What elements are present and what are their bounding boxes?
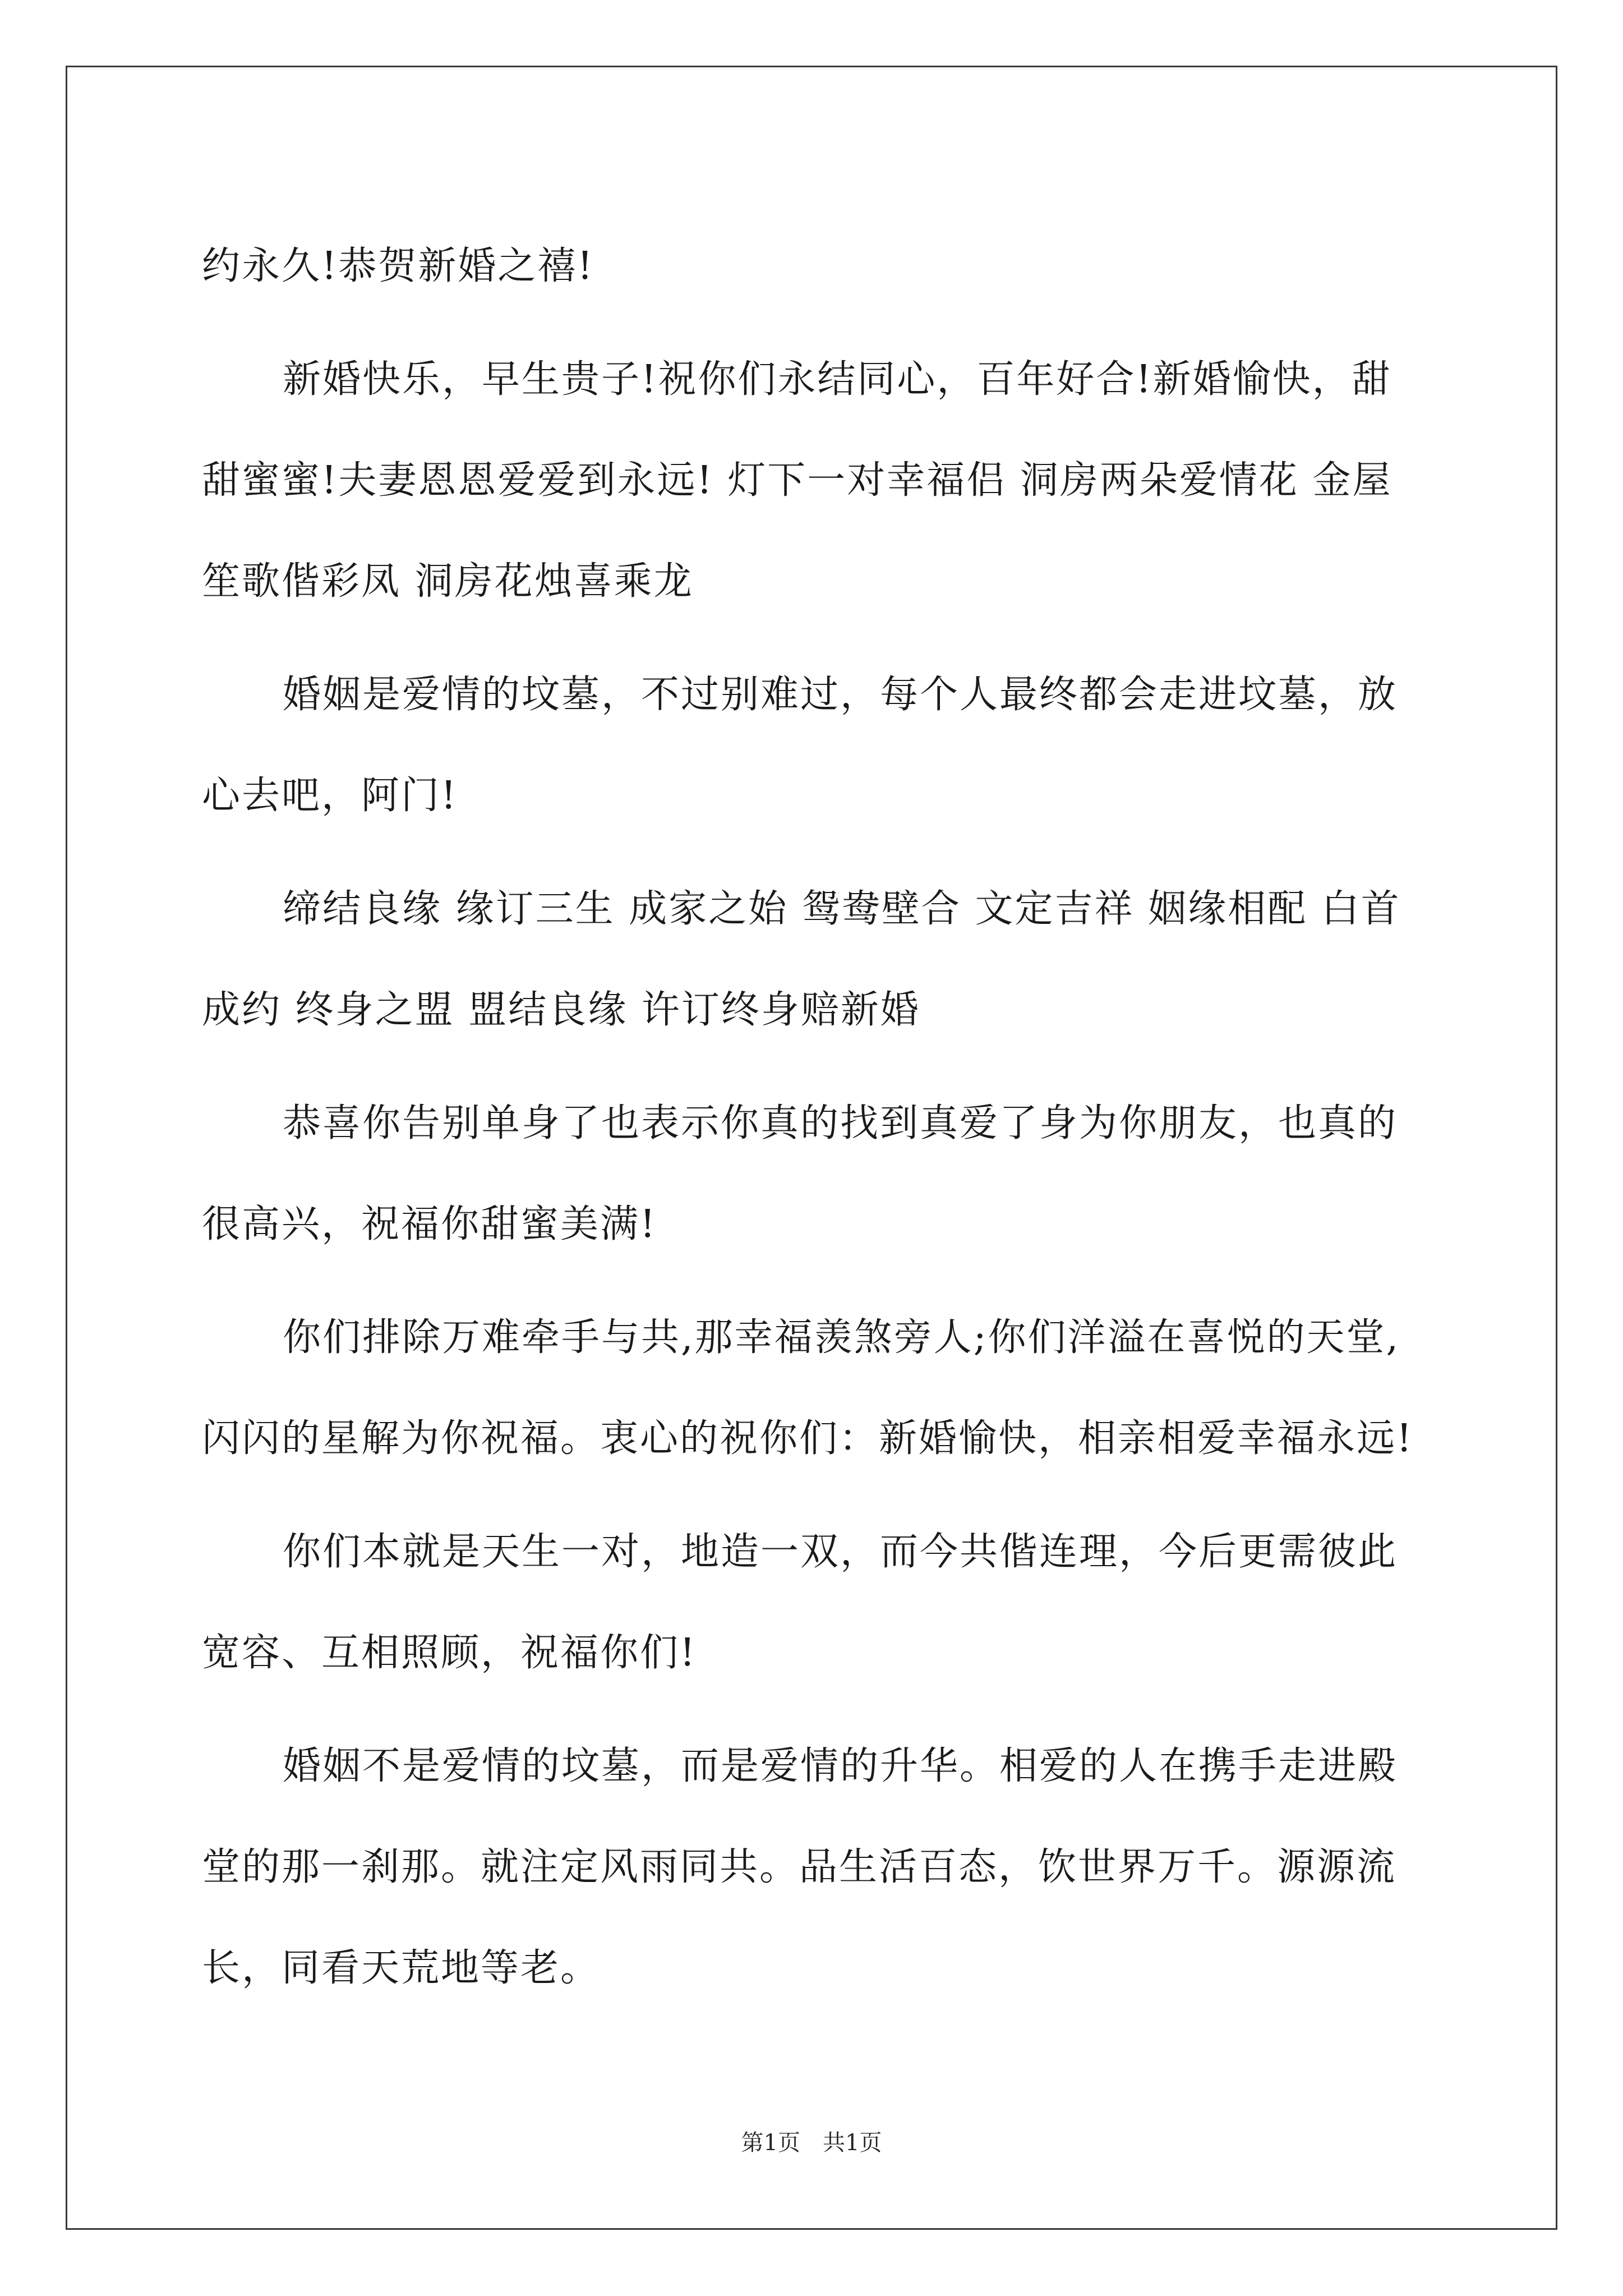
paragraph-4: 缔结良缘 缘订三生 成家之始 鸳鸯壁合 文定吉祥 姻缘相配 白首成约 终身之盟 盟结良缘 许订终身赔新婚 [202, 887, 1401, 1032]
paragraph-3: 婚姻是爱情的坟墓，不过别难过，每个人最终都会走进坟墓，放心去吧，阿门! [202, 673, 1398, 818]
page-footer [0, 2126, 1623, 2160]
paragraph-1: 约永久!恭贺新婚之禧! [202, 244, 594, 288]
paragraph-6: 你们排除万难牵手与共,那幸福羡煞旁人;你们洋溢在喜悦的天堂,闪闪的星解为你祝福。衷心的祝你们：新婚愉快，相亲相爱幸福永远! [202, 1315, 1414, 1461]
paragraph-2: 新婚快乐，早生贵子!祝你们永结同心，百年好合!新婚愉快，甜甜蜜蜜!夫妻恩恩爱爱到永远! 灯下一对幸福侣 洞房两朵爱情花 金屋笙歌偕彩凤 洞房花烛喜乘龙 [202, 357, 1393, 604]
page-number-total: 共1页 [823, 2130, 882, 2156]
document-body [202, 216, 1424, 2031]
paragraph-5: 恭喜你告别单身了也表示你真的找到真爱了身为你朋友，也真的很高兴，祝福你甜蜜美满! [202, 1101, 1398, 1246]
paragraph-8: 婚姻不是爱情的坟墓，而是爱情的升华。相爱的人在携手走进殿堂的那一刹那。就注定风雨同共。品生活百态，饮世界万千。源源流长，同看天荒地等老。 [202, 1744, 1398, 1990]
page-number-current: 第1页 [741, 2130, 800, 2156]
paragraph-7: 你们本就是天生一对，地造一双，而今共偕连理，今后更需彼此宽容、互相照顾，祝福你们! [202, 1530, 1398, 1675]
